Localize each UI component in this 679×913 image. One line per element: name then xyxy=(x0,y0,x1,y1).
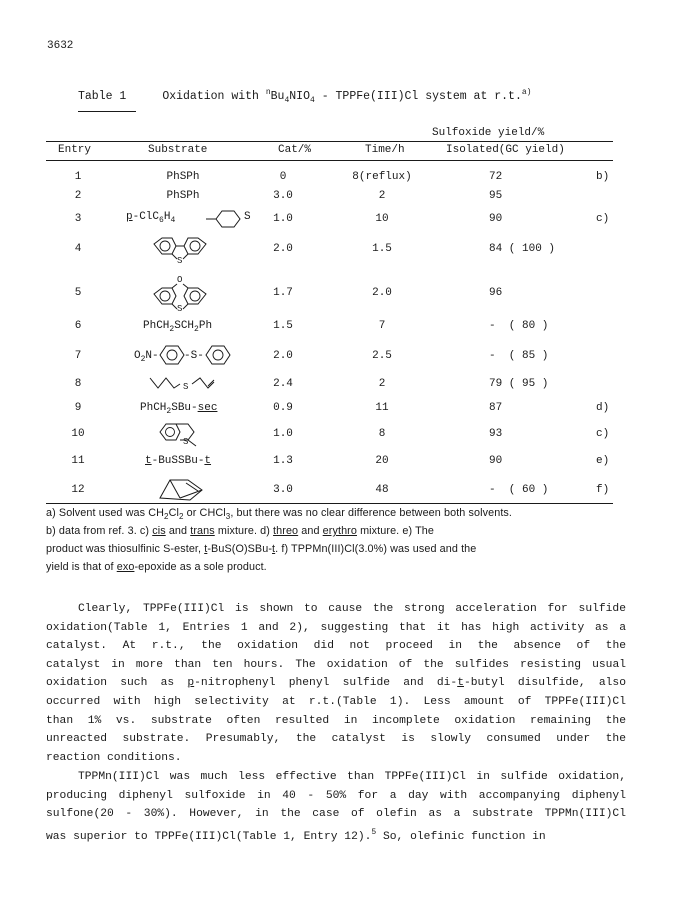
row-10-note: c) xyxy=(596,428,610,440)
p1-line3: catalyst. At r.t., the oxidation did not proceed in the absence of the xyxy=(46,640,626,653)
p1-line4: catalyst in more than ten hours. The oxidation of the sulfides resisting usual xyxy=(46,658,626,671)
footnote-e-f xyxy=(46,543,476,555)
p1-line1: Clearly, TPPFe(III)Cl is shown to cause the strong acceleration for sulfide xyxy=(78,603,626,615)
fn-line4a: yield is that of xyxy=(46,561,117,573)
header-time: Time/h xyxy=(365,144,405,156)
row-7-cat: 2.0 xyxy=(273,350,293,362)
row-7-entry: 7 xyxy=(74,350,82,362)
row-4-time: 1.5 xyxy=(372,243,392,255)
row-9-yield: 87 xyxy=(489,402,503,414)
row-9-note: d) xyxy=(596,402,610,414)
row-1-cat: 0 xyxy=(279,171,287,183)
footnote-a xyxy=(46,507,512,521)
table-title: Oxidation with xyxy=(162,89,266,103)
p1-line6: occurred with high selectivity at r.t.(Table 1). Less amount of TPPFe(III)Cl xyxy=(46,695,626,708)
fn-and1: and xyxy=(165,525,191,537)
row-3-yield: 90 xyxy=(489,213,503,225)
substrate-11-b: -BuSSBu- xyxy=(151,455,205,467)
fn-a-1: a) Solvent used was CH xyxy=(46,507,165,519)
fn-a-7: , but there was no clear difference between both solvents. xyxy=(230,507,513,519)
thiochromane-structure xyxy=(158,420,204,452)
footnote-b-c-d-e xyxy=(46,525,434,537)
substrate-6-sub2: 2 xyxy=(194,325,199,335)
row-12-cat: 3.0 xyxy=(273,484,293,496)
p1-l5b: -nitrophenyl phenyl sulfide and di- xyxy=(194,677,458,690)
p2-l4b: So, olefinic function in xyxy=(376,830,546,843)
p1-line2: oxidation(Table 1, Entries 1 and 2), suggesting that it has high activity as a xyxy=(46,621,626,634)
row-1-entry: 1 xyxy=(74,171,82,183)
substrate-6-sub1: 2 xyxy=(169,325,175,335)
substrate-11-t1: t xyxy=(145,455,152,467)
row-1-time: 8(reflux) xyxy=(352,171,412,183)
row-3-cat: 1.0 xyxy=(273,213,293,225)
header-cat: Cat/% xyxy=(278,144,312,156)
substrate-6-c: Ph xyxy=(198,320,213,332)
substrate-9-sub2: 2 xyxy=(166,407,172,417)
fn-a-6: 3 xyxy=(225,512,231,522)
header-entry: Entry xyxy=(58,144,92,156)
fn-a-4: 2 xyxy=(179,512,184,522)
row-3-note: c) xyxy=(596,213,610,225)
body-paragraph-1 xyxy=(46,600,626,767)
row-3-entry: 3 xyxy=(74,213,82,225)
substrate-9-a: PhCH xyxy=(140,402,167,414)
p1-l5t: t xyxy=(457,677,464,690)
page-number: 3632 xyxy=(47,40,74,52)
bottom-rule xyxy=(46,503,613,504)
substrate-7-prefix xyxy=(134,350,159,364)
row-9-entry: 9 xyxy=(74,402,82,414)
row-6-time: 7 xyxy=(378,320,386,332)
row-6-yield: - ( 80 ) xyxy=(489,320,549,332)
fn-a-5: or CHCl xyxy=(183,507,226,519)
reagent-sub2: 4 xyxy=(310,96,315,106)
fn-mix2: mixture. e) The xyxy=(356,525,434,537)
table-caption xyxy=(78,88,531,105)
row-3-time: 10 xyxy=(375,213,389,225)
substrate-3-h: H xyxy=(163,211,171,223)
substrate-9 xyxy=(140,402,217,416)
row-2-yield: 95 xyxy=(489,190,503,202)
substrate-9-b: SBu- xyxy=(171,402,198,414)
fn-t2: t xyxy=(272,543,276,555)
dibenzothiophene-s-label: S xyxy=(177,256,183,266)
p1-line9: reaction conditions. xyxy=(46,751,182,764)
row-9-cat: 0.9 xyxy=(273,402,293,414)
row-11-note: e) xyxy=(596,455,610,467)
fn-erythro: erythro xyxy=(322,525,357,537)
substrate-6-b: SCH xyxy=(174,320,195,332)
phenoxathiin-o-label: O xyxy=(177,275,183,285)
substrate-7-s: -S- xyxy=(184,350,204,362)
row-7-time: 2.5 xyxy=(372,350,392,362)
p1-l5p: p xyxy=(187,677,195,690)
row-8-yield: 79 ( 95 ) xyxy=(489,378,549,390)
reagent: Bu xyxy=(270,89,285,103)
header-yield-line1: Sulfoxide yield/% xyxy=(432,127,545,139)
row-7-yield: - ( 85 ) xyxy=(489,350,549,362)
fn-b: b) data from ref. 3. c) xyxy=(46,525,153,537)
substrate-3 xyxy=(126,211,175,225)
row-11-yield: 90 xyxy=(489,455,503,467)
row-11-time: 20 xyxy=(375,455,389,467)
norbornene-structure xyxy=(158,476,208,504)
thiochromane-s-label: S xyxy=(183,437,189,447)
row-11-entry: 11 xyxy=(71,455,85,467)
row-12-time: 48 xyxy=(375,484,389,496)
row-4-cat: 2.0 xyxy=(273,243,293,255)
table-label: Table 1 xyxy=(78,89,127,103)
top-rule xyxy=(46,141,613,142)
substrate-2: PhSPh xyxy=(166,190,200,202)
substrate-3-sub4: 4 xyxy=(170,216,176,226)
row-5-yield: 96 xyxy=(489,287,503,299)
substrate-7-n: N- xyxy=(145,350,159,362)
substrate-1: PhSPh xyxy=(166,171,200,183)
row-6-entry: 6 xyxy=(74,320,82,332)
fn-line3a: product was thiosulfinic S-ester, xyxy=(46,543,205,555)
row-4-entry: 4 xyxy=(74,243,82,255)
row-11-cat: 1.3 xyxy=(273,455,293,467)
fn-exo: exo xyxy=(116,561,135,573)
header-yield-line2: Isolated(GC yield) xyxy=(446,144,565,156)
fn-threo: threo xyxy=(273,525,299,537)
row-12-note: f) xyxy=(596,484,610,496)
fn-mix1: mixture. d) xyxy=(214,525,274,537)
row-10-yield: 93 xyxy=(489,428,503,440)
substrate-7-o: O xyxy=(134,350,141,362)
p2-line4 xyxy=(46,824,626,846)
row-9-time: 11 xyxy=(375,402,389,414)
fn-t1: t xyxy=(204,543,208,555)
fn-line3b: -BuS(O)SBu- xyxy=(207,543,273,555)
title-tail: - TPPFe(III)Cl system at r.t. xyxy=(314,89,522,103)
caption-underline xyxy=(78,111,136,112)
title-super: n xyxy=(265,88,271,97)
p1-l5a: oxidation such as xyxy=(46,677,188,690)
row-12-entry: 12 xyxy=(71,484,85,496)
footnote-f-end xyxy=(46,561,267,573)
substrate-9-sec: sec xyxy=(197,402,218,414)
fn-a-3: Cl xyxy=(168,507,179,519)
title-note: a) xyxy=(521,88,532,97)
para-prefix: p xyxy=(126,211,133,223)
p2-line1: TPPMn(III)Cl was much less effective than TPPFe(III)Cl in sulfide oxidation, xyxy=(78,771,626,783)
row-10-time: 8 xyxy=(378,428,386,440)
row-10-cat: 1.0 xyxy=(273,428,293,440)
substrate-6-a: PhCH xyxy=(143,320,170,332)
fn-line4b: -epoxide as a sole product. xyxy=(134,561,267,573)
row-6-cat: 1.5 xyxy=(273,320,293,332)
row-2-time: 2 xyxy=(378,190,386,202)
header-substrate: Substrate xyxy=(148,144,208,156)
row-8-cat: 2.4 xyxy=(273,378,293,390)
row-8-entry: 8 xyxy=(74,378,82,390)
row-8-time: 2 xyxy=(378,378,386,390)
row-10-entry: 10 xyxy=(71,428,85,440)
thiane-s-label: S xyxy=(244,211,251,223)
fn-a-2: 2 xyxy=(164,512,169,522)
row-5-time: 2.0 xyxy=(372,287,392,299)
fn-and2: and xyxy=(298,525,323,537)
p1-line7: than 1% vs. substrate often resulted in incomplete oxidation remaining the xyxy=(46,714,626,727)
allyl-sulfide-s-label: S xyxy=(183,382,189,392)
p2-line2: producing diphenyl sulfoxide in 40 - 50% for a day with accompanying diphenyl xyxy=(46,789,626,802)
phenoxathiin-s-label: S xyxy=(177,304,183,314)
p2-line3: sulfone(20 - 30%). However, in the case of olefin as a substrate TPPMn(III)Cl xyxy=(46,808,626,821)
body-paragraph-2 xyxy=(46,768,626,846)
p1-l5c: -butyl disulfide, also xyxy=(463,677,626,690)
fn-line3c: . f) TPPMn(III)Cl(3.0%) was used and the xyxy=(275,543,477,555)
substrate-3-sub6: 6 xyxy=(159,216,164,226)
p2-ref: 5 xyxy=(371,827,377,837)
row-1-yield: 72 xyxy=(489,171,503,183)
substrate-11-t2: t xyxy=(204,455,212,467)
row-4-yield: 84 ( 100 ) xyxy=(489,243,556,255)
row-2-entry: 2 xyxy=(74,190,82,202)
substrate-3-a: -ClC xyxy=(132,211,160,223)
substrate-11 xyxy=(145,455,211,467)
header-rule xyxy=(46,160,613,161)
fn-trans: trans xyxy=(190,525,215,537)
row-5-cat: 1.7 xyxy=(273,287,293,299)
row-5-entry: 5 xyxy=(74,287,82,299)
p2-l4a: was superior to TPPFe(III)Cl(Table 1, Entry 12). xyxy=(46,830,372,843)
row-12-yield: - ( 60 ) xyxy=(489,484,549,496)
p1-line8: unreacted substrate. Presumably, the catalyst is slowly consumed under the xyxy=(46,733,626,746)
substrate-7-sub2: 2 xyxy=(140,355,146,365)
row-2-cat: 3.0 xyxy=(273,190,293,202)
reagent-sub: 4 xyxy=(284,96,290,106)
fn-cis: cis xyxy=(152,525,166,537)
reagent-rest: NIO xyxy=(289,89,310,103)
p1-line5 xyxy=(46,674,626,693)
row-1-note: b) xyxy=(596,171,610,183)
substrate-6 xyxy=(143,320,212,334)
